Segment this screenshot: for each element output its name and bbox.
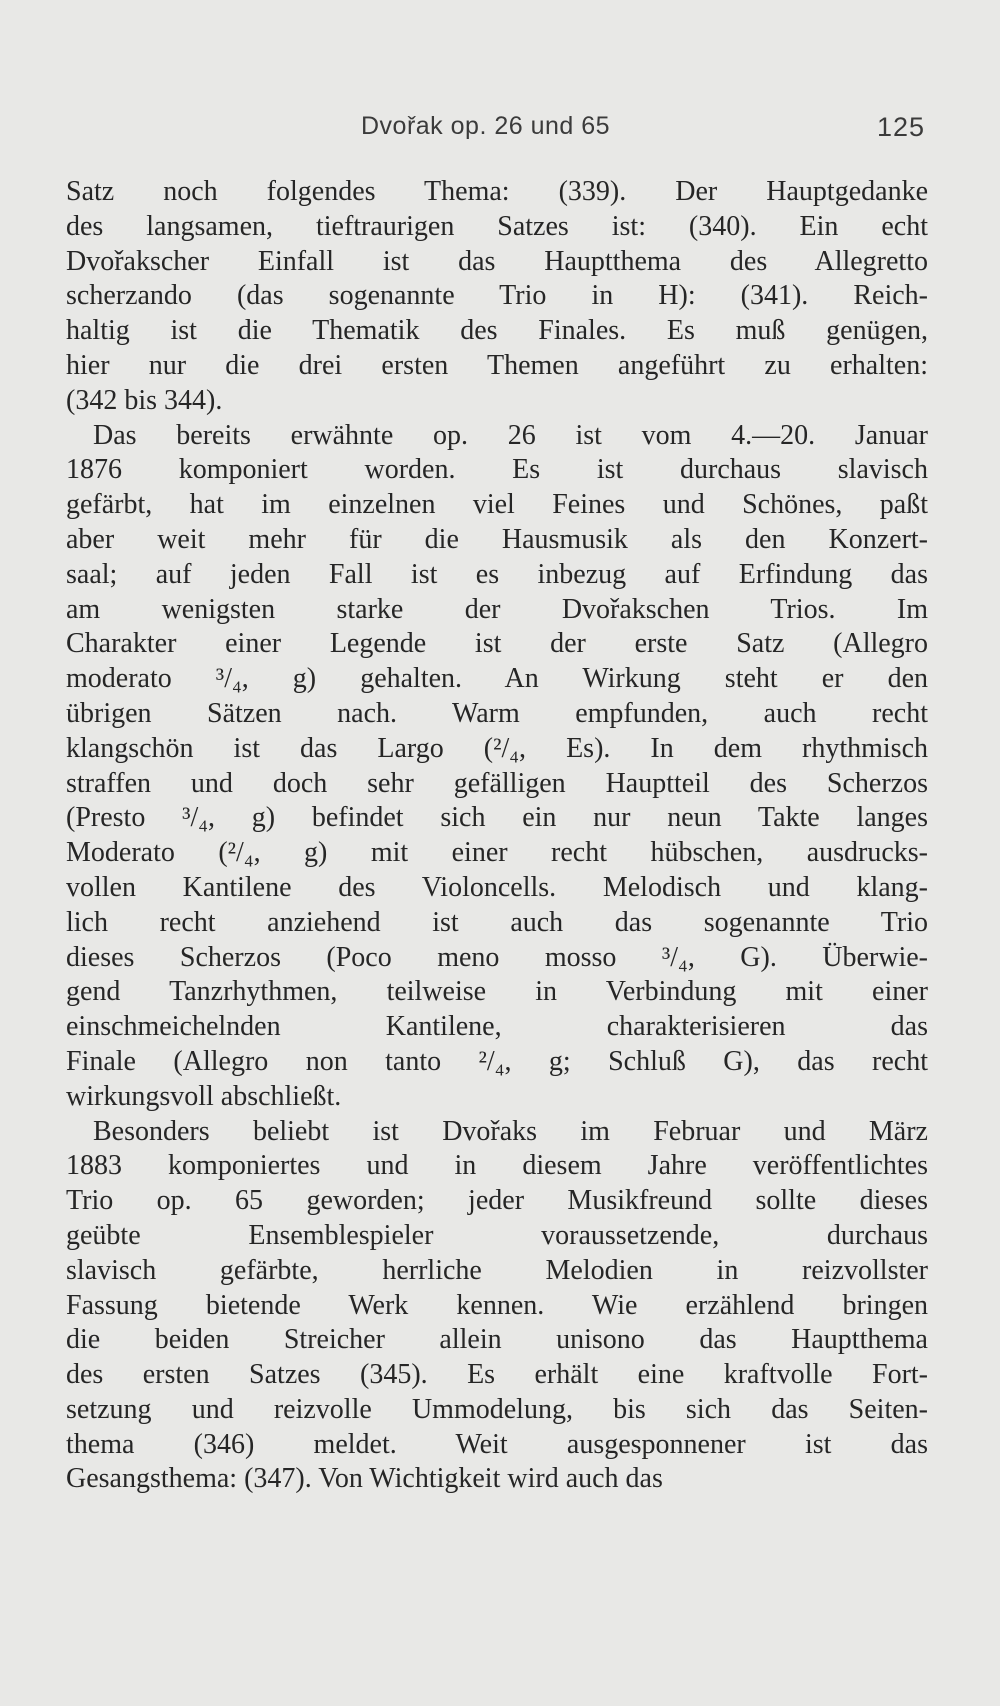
page-number: 125 (876, 112, 925, 142)
text-line: dieses Scherzos (Poco meno mosso ³/₄, G). Überwie- (66, 941, 928, 973)
text-line: wirkungsvoll abschließt. (66, 1080, 342, 1112)
text-line: gefärbt, hat im einzelnen viel Feines und Schönes, paßt (66, 489, 928, 521)
text-line: des ersten Satzes (345). Es erhält eine kraftvolle Fort- (66, 1359, 928, 1391)
text-line: hier nur die drei ersten Themen angeführt zu erhalten: (66, 349, 928, 381)
text-line: (Presto ³/₄, g) befindet sich ein nur neun Takte langes (66, 802, 928, 834)
text-line: des langsamen, tieftraurigen Satzes ist: (340). Ein echt (66, 210, 928, 242)
text-line: moderato ³/₄, g) gehalten. An Wirkung steht er den (66, 663, 928, 695)
text-line: einschmeichelnden Kantilene, charakterisieren das (66, 1011, 928, 1043)
paragraph (66, 175, 928, 419)
text-line: am wenigsten starke der Dvořakschen Trios. Im (66, 593, 928, 625)
text-line: saal; auf jeden Fall ist es inbezug auf Erfindung das (66, 558, 928, 590)
text-line: klangschön ist das Largo (²/₄, Es). In dem rhythmisch (66, 732, 928, 764)
text-line: straffen und doch sehr gefälligen Hauptteil des Scherzos (66, 767, 928, 799)
text-line: thema (346) meldet. Weit ausgesponnener ist das (66, 1428, 928, 1460)
text-line: setzung und reizvolle Ummodelung, bis sich das Seiten- (66, 1393, 928, 1425)
text-line: Satz noch folgendes Thema: (339). Der Hauptgedanke (66, 176, 928, 207)
text-line: Moderato (²/₄, g) mit einer recht hübschen, ausdrucks- (66, 837, 928, 869)
text-line: übrigen Sätzen nach. Warm empfunden, auch recht (66, 697, 928, 729)
text-line: 1876 komponiert worden. Es ist durchaus slavisch (66, 454, 928, 486)
text-line: 1883 komponiertes und in diesem Jahre veröffentlichtes (66, 1150, 928, 1182)
text-line: scherzando (das sogenannte Trio in H): (341). Reich- (66, 280, 928, 312)
text-line: vollen Kantilene des Violoncells. Melodisch und klang- (66, 871, 928, 903)
text-line: Besonders beliebt ist Dvořaks im Februar und März (93, 1115, 928, 1147)
text-line: die beiden Streicher allein unisono das Hauptthema (66, 1324, 928, 1356)
text-line: Trio op. 65 geworden; jeder Musikfreund sollte dieses (66, 1185, 928, 1217)
paragraph (66, 1115, 928, 1498)
text-line: geübte Ensemblespieler voraussetzende, durchaus (66, 1219, 928, 1251)
running-title: Dvořak op. 26 und 65 (361, 112, 611, 140)
text-line: gend Tanzrhythmen, teilweise in Verbindung mit einer (66, 976, 928, 1008)
text-line: haltig ist die Thematik des Finales. Es muß genügen, (66, 315, 928, 347)
text-line: Charakter einer Legende ist der erste Satz (Allegro (66, 628, 928, 660)
text-line: Gesangsthema: (347). Von Wichtigkeit wird auch das (66, 1463, 663, 1495)
text-line: Finale (Allegro non tanto ²/₄, g; Schluß G), das recht (66, 1045, 928, 1077)
text-line: slavisch gefärbte, herrliche Melodien in reizvollster (66, 1254, 928, 1286)
body-text (66, 175, 928, 1497)
text-line: Dvořakscher Einfall ist das Hauptthema des Allegretto (66, 245, 928, 277)
page-header (0, 108, 1000, 148)
text-line: (342 bis 344). (66, 384, 223, 416)
text-line: Das bereits erwähnte op. 26 ist vom 4.—20. Januar (93, 419, 928, 451)
text-line: lich recht anziehend ist auch das sogenannte Trio (66, 906, 928, 938)
paragraph (66, 419, 928, 1115)
text-line: aber weit mehr für die Hausmusik als den Konzert- (66, 523, 928, 555)
text-line: Fassung bietende Werk kennen. Wie erzählend bringen (66, 1289, 928, 1321)
